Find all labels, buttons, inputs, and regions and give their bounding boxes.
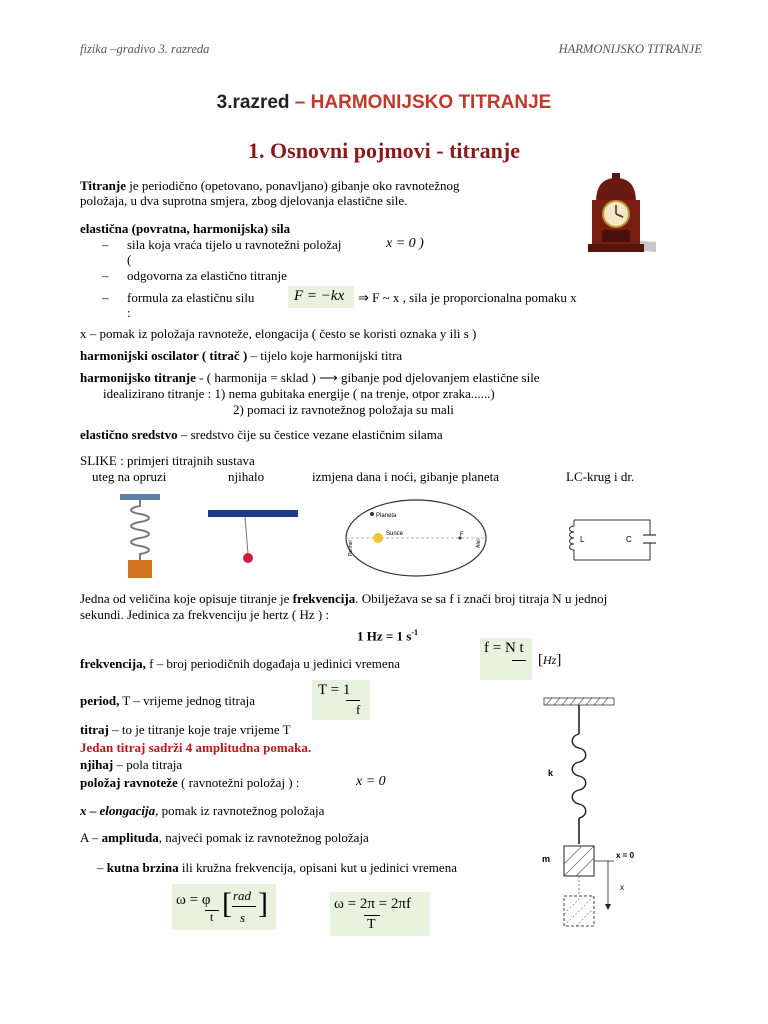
label-l: L: [580, 535, 585, 544]
orbit-image: [342, 496, 492, 578]
njihaj-line: [80, 757, 182, 772]
chapter-name: HARMONIJSKO TITRANJE: [310, 92, 552, 113]
ravnoteza-term: položaj ravnoteže: [80, 775, 178, 790]
omega-bracket-left: [: [222, 887, 232, 920]
omega-unit-line: [232, 906, 256, 907]
amplitude-line: [80, 830, 369, 845]
intro-line-1: [80, 178, 460, 193]
caption-spring: uteg na opruzi: [92, 469, 167, 484]
period-formula-denominator: f: [356, 702, 361, 717]
freq-paragraph-2: sekundi. Jedinica za frekvenciju je hertz ( Hz ) :: [80, 607, 330, 622]
period-label: period,: [80, 693, 120, 708]
mass-m-label: m: [542, 854, 551, 864]
elastic-medium-text: – sredstvo čije su čestice vezane elastičnim silama: [177, 427, 443, 442]
omega-formula-2-line: [364, 915, 380, 916]
bullet-2: odgovorna za elastično titranje: [127, 268, 287, 283]
chapter-title: [0, 92, 768, 114]
hz-unit-exp: -1: [411, 628, 419, 637]
bullet-1-formula: x = 0 ): [386, 236, 424, 251]
omega-unit-rad: rad: [233, 888, 252, 903]
idealized-line-1: idealizirano titranje : 1) nema gubitaka energije ( na trenje, otpor zraka......): [103, 386, 495, 401]
amplitude-term: amplituda: [101, 830, 159, 845]
bullet-dash-2: –: [102, 268, 109, 283]
amplitude-note: Jedan titraj sadrži 4 amplitudna pomaka.: [80, 740, 312, 755]
freq-text-a: Jedna od veličina koje opisuje titranje je: [80, 591, 293, 606]
titraj-text: – to je titranje koje traje vrijeme T: [108, 722, 291, 737]
amplitude-symbol: A –: [80, 830, 102, 845]
header-left: fizika –gradivo 3. razreda: [80, 42, 210, 56]
titraj-line: [80, 722, 291, 737]
clock-image: [582, 172, 658, 258]
caption-lc: LC-krug i dr.: [566, 469, 635, 484]
bullet-dash-1: –: [102, 237, 109, 252]
titraj-term: titraj: [80, 722, 109, 737]
elongation-line: [80, 803, 324, 818]
ravnoteza-line: [80, 775, 300, 790]
ravnoteza-formula: x = 0: [356, 774, 386, 789]
omega-bracket-right: ]: [258, 887, 268, 920]
oscillator-line: [80, 348, 402, 363]
frequency-unit: [Hz]: [538, 652, 562, 668]
bullet-3-colon: :: [127, 305, 131, 320]
njihaj-term: njihaj: [80, 757, 114, 772]
label-afel: Afel: [476, 539, 482, 548]
section-title: 1. Osnovni pojmovi - titranje: [248, 138, 520, 163]
chapter-number: 3.razred: [216, 92, 290, 113]
titranje-term: Titranje: [80, 178, 126, 193]
pendulum-image: [208, 510, 300, 568]
freq-paragraph-1: [80, 591, 607, 606]
label-planeta: Planeta: [376, 513, 397, 519]
label-sunce: Sunce: [386, 531, 404, 537]
label-f: F: [460, 532, 464, 538]
amplitude-text: , najveći pomak iz ravnotežnog položaja: [158, 830, 369, 845]
spring-mass-image: [116, 494, 164, 580]
x-definition: x – pomak iz položaja ravnoteže, elongacija ( često se koristi oznaka y ili s ): [80, 326, 477, 341]
bullet-1-paren: (: [127, 252, 132, 267]
frequency-text: f – broj periodičnih događaja u jedinici vremena: [145, 656, 400, 671]
omega-line: [97, 860, 457, 875]
intro-line-2: položaja, u dva suprotna smjera, zbog djelovanja elastične sile.: [80, 193, 408, 208]
elastic-medium-line: [80, 427, 443, 442]
caption-planets: izmjena dana i noći, gibanje planeta: [312, 469, 499, 484]
bullet-1: sila koja vraća tijelo u ravnotežni položaj: [127, 237, 342, 252]
chapter-sep: –: [289, 92, 311, 113]
elongation-term: x – elongacija: [80, 803, 156, 818]
displacement-x-label: x: [620, 883, 624, 892]
lc-circuit-image: [566, 514, 656, 564]
period-fraction-line: [346, 700, 360, 701]
omega-unit-s: s: [240, 910, 246, 925]
harmonic-term: harmonijsko titranje: [80, 370, 196, 385]
omega-formula-2: ω = 2π = 2πf: [334, 896, 411, 912]
elastic-formula-rest: ⇒ F ~ x , sila je proporcionalna pomaku x: [358, 290, 577, 305]
oscillator-text: – tijelo koje harmonijski titra: [247, 348, 403, 363]
spring-k-label: k: [548, 768, 554, 778]
period-line: [80, 693, 255, 708]
harmonic-text: - ( harmonija = sklad ) ⟶ gibanje pod djelovanjem elastične sile: [195, 370, 540, 385]
omega-dash: –: [97, 860, 107, 875]
idealized-line-2: 2) pomaci iz ravnotežnog položaja su mali: [233, 402, 454, 417]
hz-unit: [357, 625, 418, 643]
freq-text-c: . Obilježava se sa f i znači broj titraja N u jednoj: [355, 591, 608, 606]
elongation-text: , pomak iz ravnotežnog položaja: [155, 803, 325, 818]
frequency-fraction-line: [512, 660, 526, 661]
header-right: HARMONIJSKO TITRANJE: [558, 42, 702, 56]
njihaj-text: – pola titraja: [113, 757, 183, 772]
caption-pendulum: njihalo: [228, 469, 265, 484]
hz-unit-text: 1 Hz = 1 s: [357, 628, 412, 644]
omega-formula-1: ω = φ: [176, 892, 211, 908]
harmonic-line: [80, 370, 540, 385]
label-c: C: [626, 535, 632, 544]
elastic-force-heading: elastična (povratna, harmonijska) sila: [80, 221, 291, 236]
period-text: T – vrijeme jednog titraja: [119, 693, 255, 708]
frequency-line: [80, 656, 400, 671]
omega-formula-2-T: T: [367, 917, 376, 932]
period-formula: T = 1: [318, 682, 351, 698]
omega-term: kutna brzina: [106, 860, 179, 875]
label-perihel: Perihel: [348, 540, 354, 556]
frequency-formula: f = N t: [484, 640, 524, 656]
freq-term: frekvencija: [292, 591, 356, 606]
omega-formula-1-t: t: [210, 910, 214, 924]
equilibrium-label: x = 0: [616, 851, 635, 860]
intro-text-1: je periodično (opetovano, ponavljano) gibanje oko ravnotežnog: [125, 178, 460, 193]
spring-diagram-image: [536, 694, 666, 930]
frequency-label: frekvencija,: [80, 656, 146, 671]
elastic-medium-term: elastično sredstvo: [80, 427, 178, 442]
omega-text: ili kružna frekvencija, opisani kut u jedinici vremena: [178, 860, 457, 875]
bullet-dash-3: –: [102, 290, 109, 305]
elastic-formula: F = −kx: [294, 288, 345, 304]
slike-heading: SLIKE : primjeri titrajnih sustava: [80, 453, 255, 468]
frequency-unit-hz: Hz: [543, 653, 557, 667]
ravnoteza-text: ( ravnotežni položaj ) :: [177, 775, 300, 790]
oscillator-term: harmonijski oscilator ( titrač ): [80, 348, 248, 363]
bullet-3: formula za elastičnu silu: [127, 290, 255, 305]
